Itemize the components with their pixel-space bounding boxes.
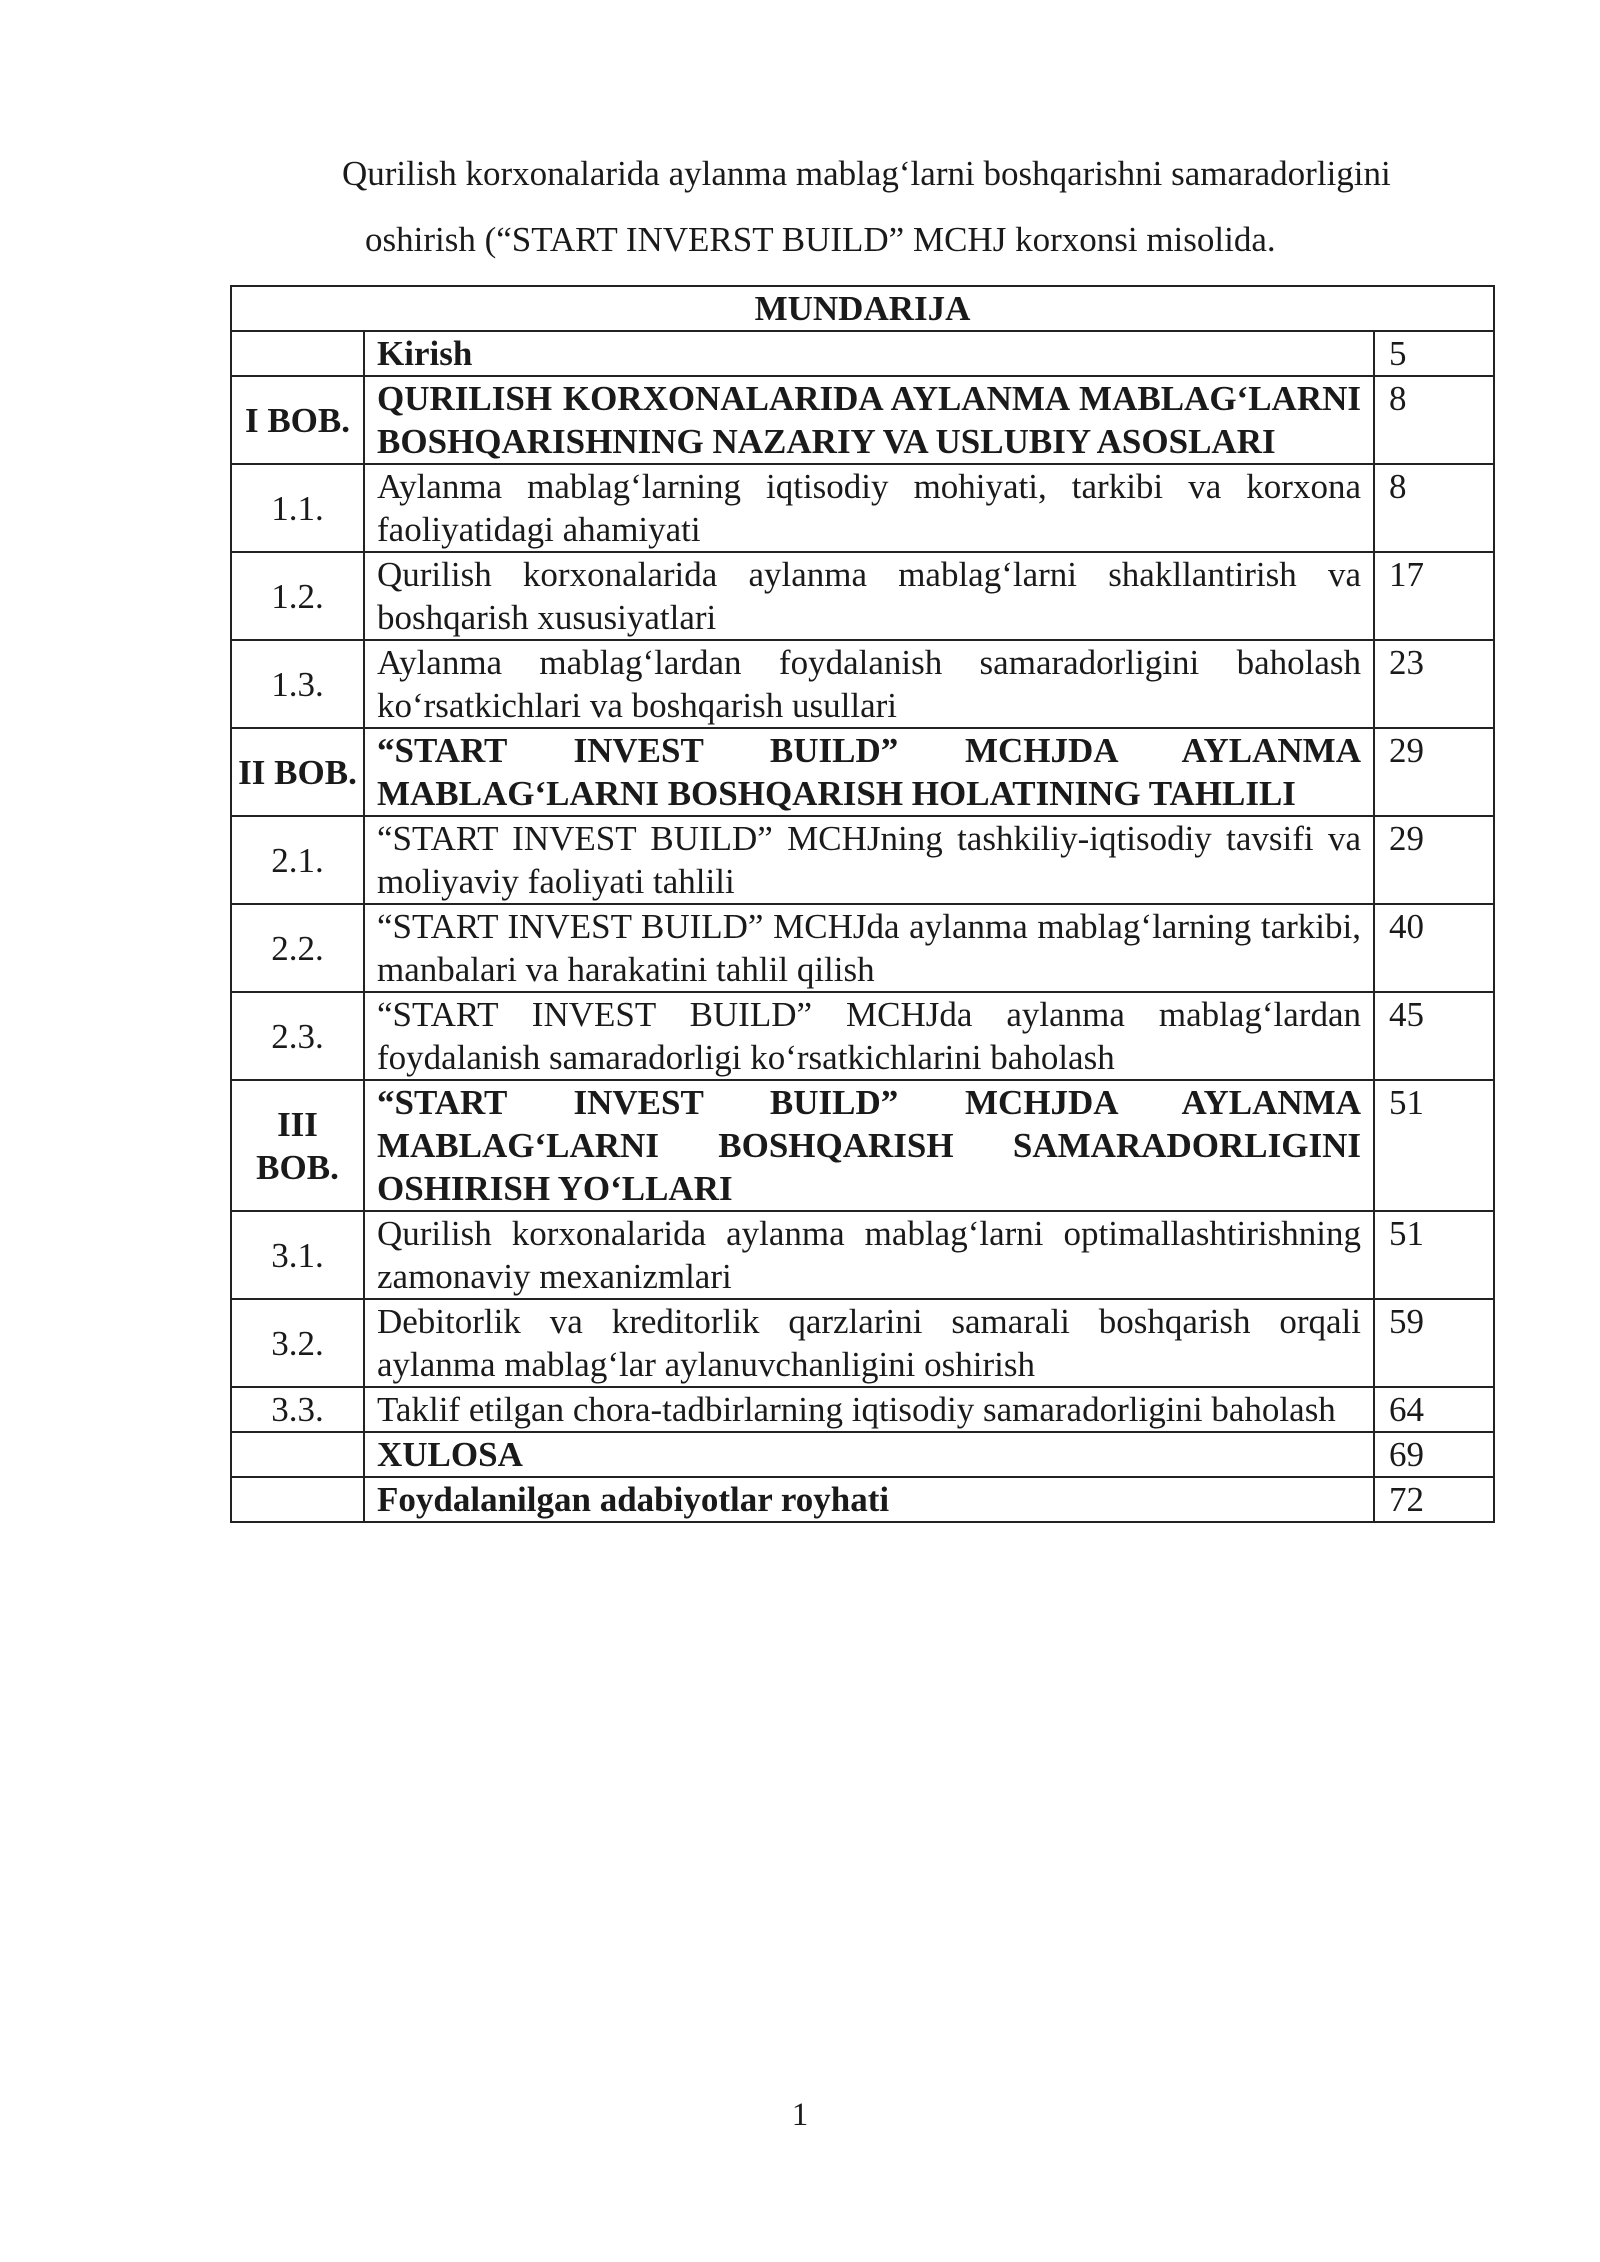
toc-row: [231, 1299, 1494, 1387]
toc-page-number: 69: [1374, 1432, 1494, 1477]
toc-section-title: Foydalanilgan adabiyotlar royhati: [364, 1477, 1374, 1522]
table-of-contents: [230, 285, 1495, 1523]
toc-section-title: Aylanma mablag‘larning iqtisodiy mohiyati, tarkibi va korxona faoliyatidagi ahamiyati: [364, 464, 1374, 552]
toc-page-number: 51: [1374, 1211, 1494, 1299]
toc-section-number: II BOB.: [231, 728, 364, 816]
toc-page-number: 59: [1374, 1299, 1494, 1387]
toc-section-number: 3.2.: [231, 1299, 364, 1387]
toc-section-title: Debitorlik va kreditorlik qarzlarini samarali boshqarish orqali aylanma mablag‘lar aylanuvchanligini oshirish: [364, 1299, 1374, 1387]
toc-section-number: 1.3.: [231, 640, 364, 728]
toc-section-number: 1.1.: [231, 464, 364, 552]
toc-page-number: 45: [1374, 992, 1494, 1080]
toc-section-title: “START INVEST BUILD” MCHJda aylanma mablag‘lardan foydalanish samaradorligi ko‘rsatkichlarini baholash: [364, 992, 1374, 1080]
toc-row: [231, 464, 1494, 552]
toc-page-number: 23: [1374, 640, 1494, 728]
toc-page-number: 29: [1374, 728, 1494, 816]
toc-section-title: “START INVEST BUILD” MCHJning tashkiliy-iqtisodiy tavsifi va moliyaviy faoliyati tahlili: [364, 816, 1374, 904]
toc-section-title: Aylanma mablag‘lardan foydalanish samaradorligini baholash ko‘rsatkichlari va boshqarish usullari: [364, 640, 1374, 728]
page-number: 1: [791, 2097, 809, 2133]
toc-section-number: [231, 331, 364, 376]
toc-page-number: 40: [1374, 904, 1494, 992]
toc-section-number: 3.1.: [231, 1211, 364, 1299]
toc-section-number: III BOB.: [231, 1080, 364, 1211]
toc-section-number: 2.2.: [231, 904, 364, 992]
toc-section-number: [231, 1432, 364, 1477]
toc-row: [231, 552, 1494, 640]
toc-section-number: 2.3.: [231, 992, 364, 1080]
document-title-line-2: oshirish (“START INVERST BUILD” MCHJ korxonsi misolida.: [365, 220, 1276, 259]
toc-section-title: Kirish: [364, 331, 1374, 376]
toc-page-number: 29: [1374, 816, 1494, 904]
toc-row: [231, 376, 1494, 464]
toc-section-title: Taklif etilgan chora-tadbirlarning iqtisodiy samaradorligini baholash: [364, 1387, 1374, 1432]
toc-page-number: 72: [1374, 1477, 1494, 1522]
toc-row: [231, 640, 1494, 728]
toc-row: [231, 904, 1494, 992]
document-title-line-1: Qurilish korxonalarida aylanma mablag‘larni boshqarishni samaradorligini: [342, 154, 1391, 193]
toc-row: [231, 1387, 1494, 1432]
toc-section-title: Qurilish korxonalarida aylanma mablag‘larni shakllantirish va boshqarish xususiyatlari: [364, 552, 1374, 640]
toc-section-title: Qurilish korxonalarida aylanma mablag‘larni optimallashtirishning zamonaviy mexanizmlari: [364, 1211, 1374, 1299]
toc-row: [231, 1432, 1494, 1477]
toc-page-number: 17: [1374, 552, 1494, 640]
toc-section-title: “START INVEST BUILD” MCHJDA AYLANMA MABLAG‘LARNI BOSHQARISH HOLATINING TAHLILI: [364, 728, 1374, 816]
toc-heading: MUNDARIJA: [231, 286, 1494, 331]
toc-row: [231, 728, 1494, 816]
toc-section-title: “START INVEST BUILD” MCHJda aylanma mablag‘larning tarkibi, manbalari va harakatini tahlil qilish: [364, 904, 1374, 992]
toc-section-number: I BOB.: [231, 376, 364, 464]
toc-section-title: XULOSA: [364, 1432, 1374, 1477]
toc-page-number: 8: [1374, 464, 1494, 552]
toc-row: [231, 1211, 1494, 1299]
toc-page-number: 5: [1374, 331, 1494, 376]
toc-page-number: 51: [1374, 1080, 1494, 1211]
toc-page-number: 64: [1374, 1387, 1494, 1432]
toc-row: [231, 1080, 1494, 1211]
toc-row: [231, 1477, 1494, 1522]
toc-heading-row: [231, 286, 1494, 331]
toc-section-number: 3.3.: [231, 1387, 364, 1432]
toc-section-title: “START INVEST BUILD” MCHJDA AYLANMA MABLAG‘LARNI BOSHQARISH SAMARADORLIGINI OSHIRISH YO‘LLARI: [364, 1080, 1374, 1211]
toc-page-number: 8: [1374, 376, 1494, 464]
toc-section-number: 2.1.: [231, 816, 364, 904]
toc-section-number: [231, 1477, 364, 1522]
toc-section-number: 1.2.: [231, 552, 364, 640]
toc-section-title: QURILISH KORXONALARIDA AYLANMA MABLAG‘LARNI BOSHQARISHNING NAZARIY VA USLUBIY ASOSLARI: [364, 376, 1374, 464]
toc-row: [231, 816, 1494, 904]
toc-row: [231, 992, 1494, 1080]
toc-row: [231, 331, 1494, 376]
